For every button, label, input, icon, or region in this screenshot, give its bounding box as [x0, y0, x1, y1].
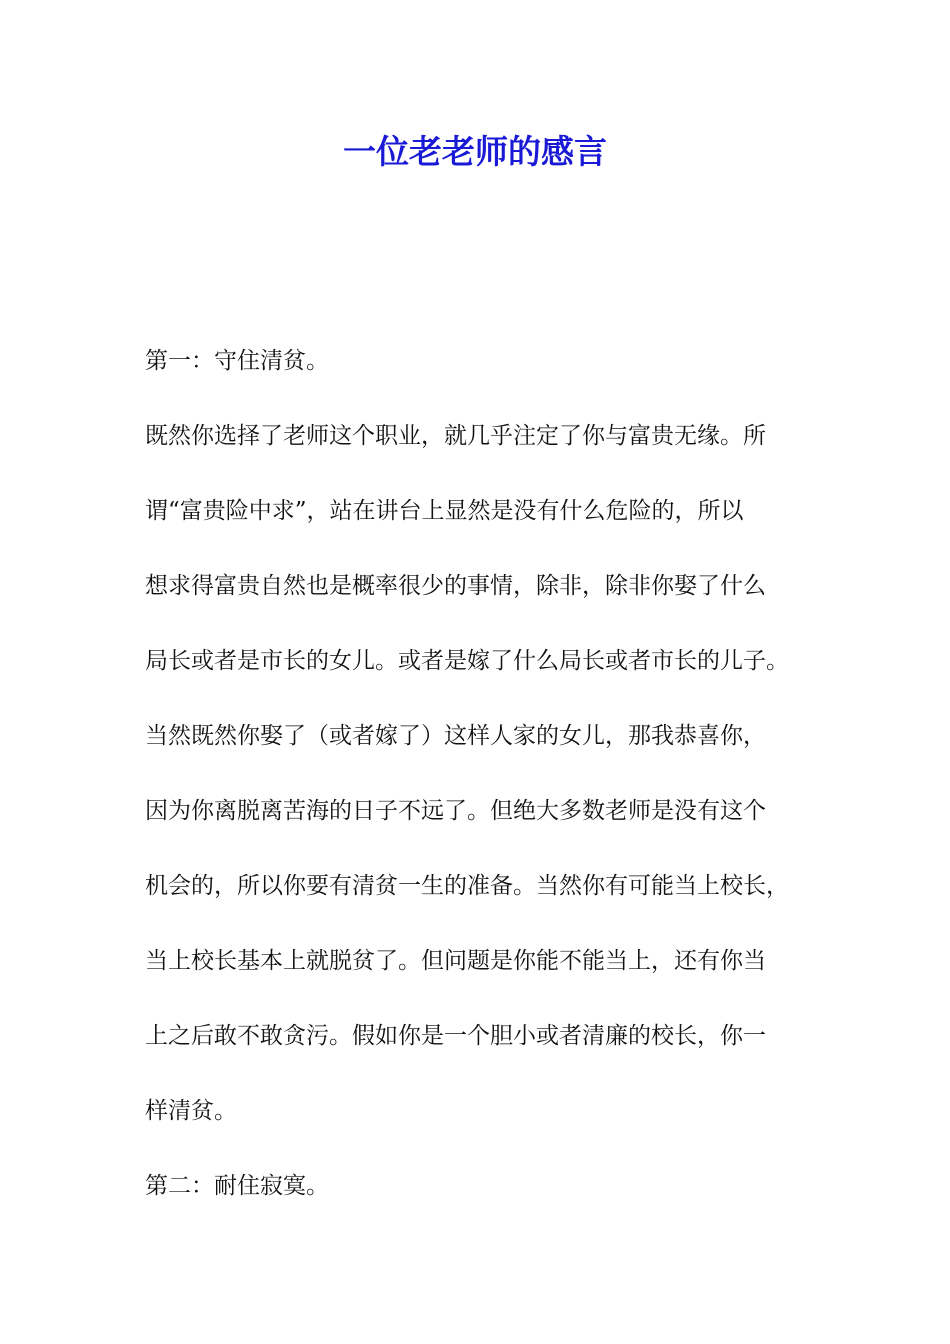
- paragraph-line: 谓“富贵险中求”，站在讲台上显然是没有什么危险的，所以: [145, 498, 744, 524]
- document-body: [145, 341, 825, 1241]
- paragraph-line: 机会的，所以你要有清贫一生的准备。当然你有可能当上校长，: [145, 873, 789, 899]
- paragraph-line: 因为你离脱离苦海的日子不远了。但绝大多数老师是没有这个: [145, 798, 766, 824]
- paragraph-line: 想求得富贵自然也是概率很少的事情，除非，除非你娶了什么: [145, 573, 766, 599]
- paragraph-line: 当上校长基本上就脱贫了。但问题是你能不能当上，还有你当: [145, 948, 766, 974]
- document-title: 一位老老师的感言: [343, 132, 607, 171]
- paragraph-line: 局长或者是市长的女儿。或者是嫁了什么局长或者市长的儿子。: [145, 648, 789, 674]
- paragraph-line: 当然既然你娶了（或者嫁了）这样人家的女儿，那我恭喜你，: [145, 723, 766, 749]
- section-heading-1: 第一：守住清贫。: [145, 348, 329, 374]
- paragraph-line: 上之后敢不敢贪污。假如你是一个胆小或者清廉的校长，你一: [145, 1023, 766, 1049]
- paragraph-line: 既然你选择了老师这个职业，就几乎注定了你与富贵无缘。所: [145, 423, 766, 449]
- paragraph-line: 样清贫。: [145, 1098, 237, 1124]
- section-heading-2: 第二：耐住寂寞。: [145, 1173, 329, 1199]
